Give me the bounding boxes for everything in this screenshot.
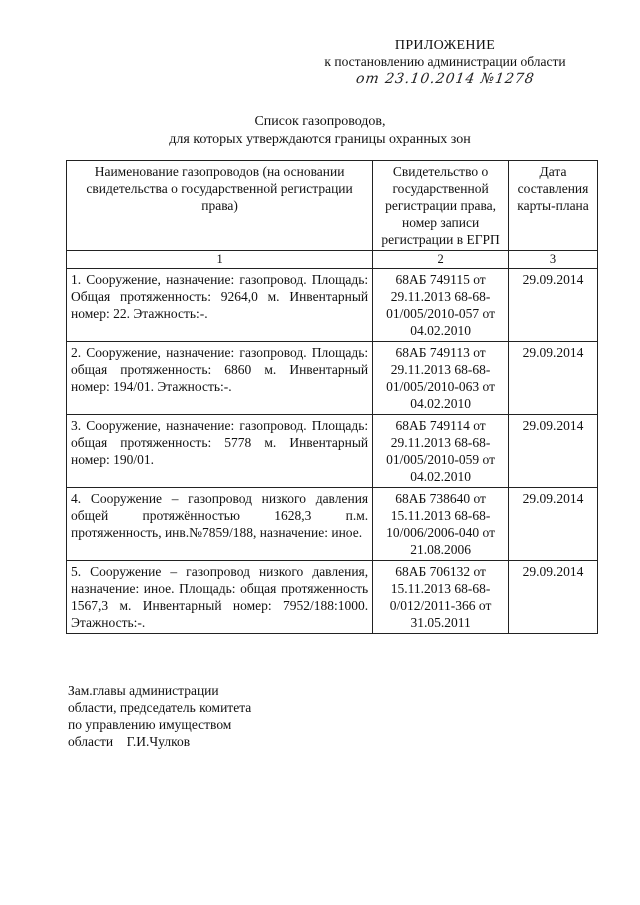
column-number: 2 xyxy=(373,251,509,269)
registration-certificate: 68АБ 749115 от 29.11.2013 68-68-01/005/2010-057 от 04.02.2010 xyxy=(373,269,509,342)
signature-line: Зам.главы администрации xyxy=(68,683,219,698)
registration-certificate: 68АБ 706132 от 15.11.2013 68-68-0/012/2011-366 от 31.05.2011 xyxy=(373,561,509,634)
signature-line: области Г.И.Чулков xyxy=(68,734,191,749)
registration-certificate: 68АБ 749113 от 29.11.2013 68-68-01/005/2010-063 от 04.02.2010 xyxy=(373,342,509,415)
pipeline-name: 5. Сооружение – газопровод низкого давления, назначение: иное. Площадь: общая протяженность 1567,3 м. Инвентарный номер: 7952/188:1000. Этажность:-. xyxy=(67,561,373,634)
signature-line: по управлению имуществом xyxy=(68,717,232,732)
gas-pipelines-table xyxy=(66,160,598,634)
map-date: 29.09.2014 xyxy=(509,415,598,488)
header-name: Наименование газопроводов (на основании свидетельства о государственной регистрации права) xyxy=(67,161,373,251)
document-title xyxy=(100,113,540,149)
registration-certificate: 68АБ 738640 от 15.11.2013 68-68-10/006/2006-040 от 21.08.2006 xyxy=(373,488,509,561)
column-number-row xyxy=(67,251,598,269)
appendix-subtitle: к постановлению администрации области xyxy=(324,54,566,69)
column-number: 1 xyxy=(67,251,373,269)
table-row xyxy=(67,342,598,415)
table-row xyxy=(67,269,598,342)
appendix-title: ПРИЛОЖЕНИЕ xyxy=(394,38,496,53)
table-row xyxy=(67,415,598,488)
handwritten-date-number: от 23.10.2014 №1278 xyxy=(354,71,536,87)
document-title-line1: Список газопроводов, xyxy=(254,114,386,129)
signature-block xyxy=(68,682,251,750)
signature-line: области, председатель комитета xyxy=(68,700,252,715)
pipeline-name: 1. Сооружение, назначение: газопровод. Площадь: Общая протяженность: 9264,0 м. Инвентарный номер: 22. Этажность:-. xyxy=(67,269,373,342)
table-header-row xyxy=(67,161,598,251)
pipeline-name: 2. Сооружение, назначение: газопровод. Площадь: общая протяженность: 6860 м. Инвентарный номер: 194/01. Этажность:-. xyxy=(67,342,373,415)
header-certificate: Свидетельство о государственной регистрации права, номер записи регистрации в ЕГРП xyxy=(373,161,509,251)
appendix-block xyxy=(300,38,590,88)
pipeline-name: 4. Сооружение – газопровод низкого давления общей протяжённостью 1628,3 п.м. протяженность, инв.№7859/188, назначение: иное. xyxy=(67,488,373,561)
column-number: 3 xyxy=(509,251,598,269)
map-date: 29.09.2014 xyxy=(509,561,598,634)
map-date: 29.09.2014 xyxy=(509,269,598,342)
document-title-line2: для которых утверждаются границы охранных зон xyxy=(169,132,471,147)
pipeline-name: 3. Сооружение, назначение: газопровод. Площадь: общая протяженность: 5778 м. Инвентарный номер: 190/01. xyxy=(67,415,373,488)
map-date: 29.09.2014 xyxy=(509,488,598,561)
table-row xyxy=(67,488,598,561)
map-date: 29.09.2014 xyxy=(509,342,598,415)
header-date: Дата составления карты-плана xyxy=(509,161,598,251)
table-row xyxy=(67,561,598,634)
registration-certificate: 68АБ 749114 от 29.11.2013 68-68-01/005/2010-059 от 04.02.2010 xyxy=(373,415,509,488)
